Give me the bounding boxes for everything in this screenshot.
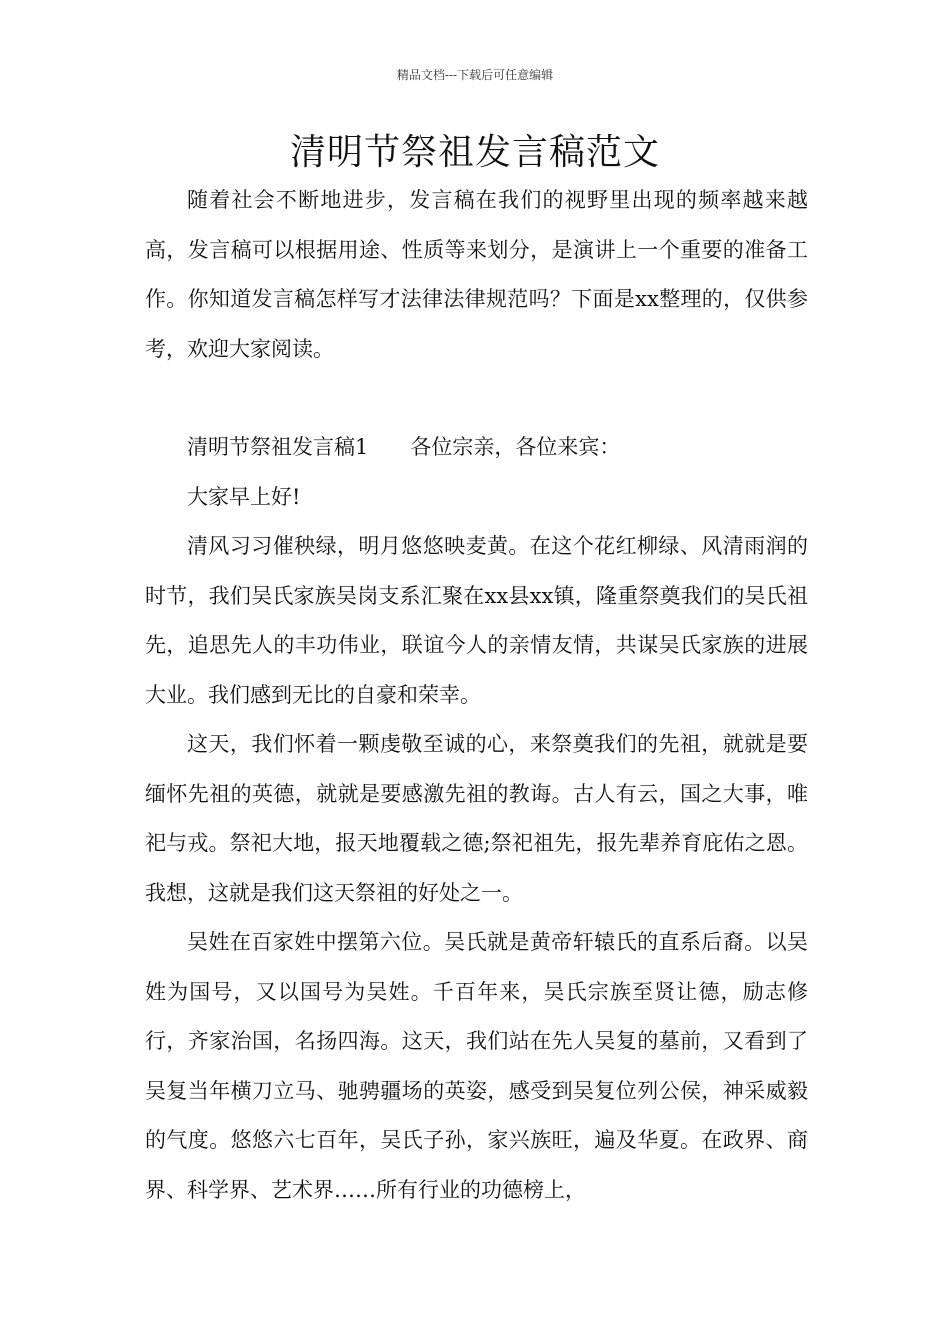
body-paragraph-2: 这天，我们怀着一颗虔敬至诚的心，来祭奠我们的先祖，就就是要缅怀先祖的英德，就就是要感激先祖的教诲。古人有云，国之大事，唯祀与戎。祭祀大地，报天地覆载之德;祭祀祖先，报先辈养育庇佑之恩。我想，这就是我们这天祭祖的好处之一。 (145, 732, 808, 905)
salutation: 各位宗亲，各位来宾： (410, 435, 621, 459)
greeting-paragraph: 大家早上好! (187, 484, 301, 509)
body-paragraph-3: 吴姓在百家姓中摆第六位。吴氏就是黄帝轩辕氏的直系后裔。以吴姓为国号，又以国号为吴姓。千百年来，吴氏宗族至贤让德，励志修行，齐家治国，名扬四海。这天，我们站在先人吴复的墓前，又看到了吴复当年横刀立马、驰骋疆场的英姿，感受到吴复位列公侯，神采威毅的气度。悠悠六七百年，吴氏子孙，家兴族旺，遍及华夏。在政界、商界、科学界、艺术界……所有行业的功德榜上， (145, 930, 808, 1202)
section-heading-line (145, 423, 808, 473)
body-paragraph-1: 清风习习催秧绿，明月悠悠映麦黄。在这个花红柳绿、风清雨润的时节，我们吴氏家族吴岗支系汇聚在xx县xx镇，隆重祭奠我们的吴氏祖先，追思先人的丰功伟业，联谊今人的亲情友情，共谋吴氏家族的进展大业。我们感到无比的自豪和荣幸。 (145, 534, 808, 707)
section-heading: 清明节祭祖发言稿1 (187, 435, 369, 459)
document-title: 清明节祭祖发言稿范文 (289, 132, 660, 173)
page-header-note: 精品文档---下载后可任意编辑 (396, 68, 554, 82)
document-body (145, 176, 808, 1215)
intro-paragraph: 随着社会不断地进步，发言稿在我们的视野里出现的频率越来越高，发言稿可以根据用途、性质等来划分，是演讲上一个重要的准备工作。你知道发言稿怎样写才法律法律规范吗？下面是xx整理的，仅供参考，欢迎大家阅读。 (145, 188, 808, 361)
